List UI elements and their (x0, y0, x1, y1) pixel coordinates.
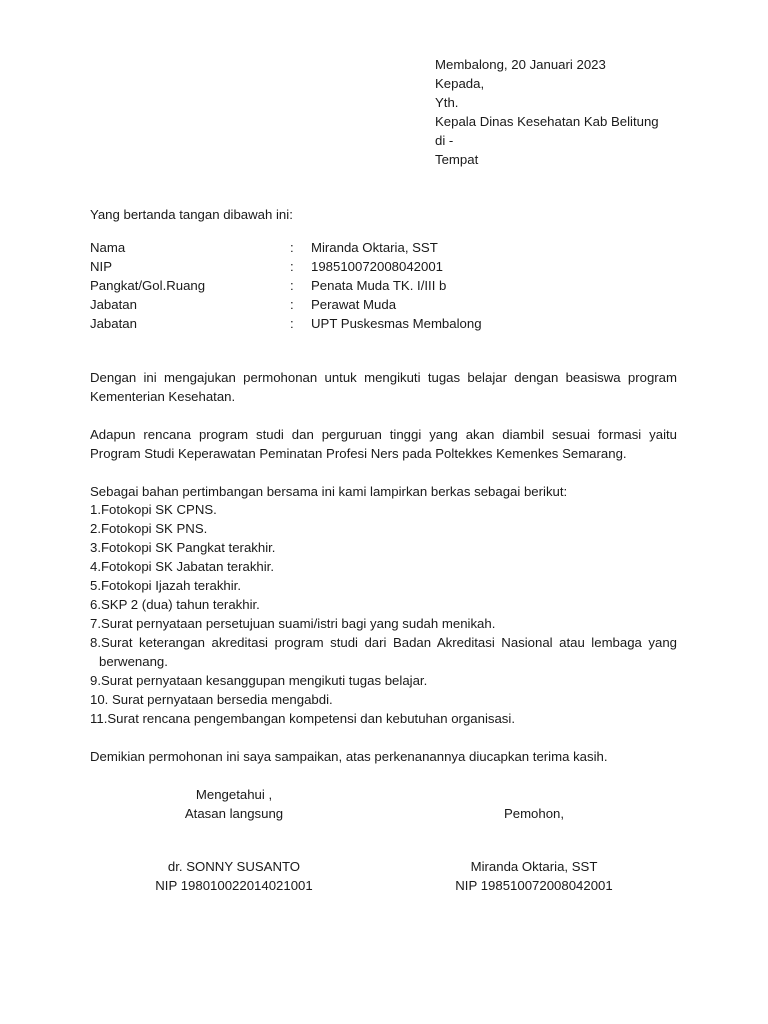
supervisor-label: Atasan langsung (184, 806, 284, 821)
closing-paragraph: Demikian permohonan ini saya sampaikan, atas perkenanannya diucapkan terima kasih. (90, 749, 608, 764)
intro-text: Yang bertanda tangan dibawah ini: (90, 207, 293, 222)
request-paragraph: Dengan ini mengajukan permohonan untuk mengikuti tugas belajar dengan beasiswa program Kementerian Kesehatan. (90, 370, 677, 404)
attachment-list (90, 500, 677, 728)
identity-colon: : (290, 316, 294, 331)
identity-colon: : (290, 240, 294, 255)
identity-label: Jabatan (90, 297, 137, 312)
identity-label: Pangkat/Gol.Ruang (90, 278, 206, 293)
identity-colon: : (290, 259, 294, 274)
list-item: 6.SKP 2 (dua) tahun terakhir. (90, 597, 260, 612)
list-item: 8.Surat keterangan akreditasi program studi dari Badan Akreditasi Nasional atau lembaga yang (90, 635, 677, 650)
identity-value: Miranda Oktaria, SST (311, 240, 438, 255)
list-item: 11.Surat rencana pengembangan kompetensi dan kebutuhan organisasi. (90, 711, 515, 726)
list-item: 2.Fotokopi SK PNS. (90, 521, 208, 536)
identity-value: UPT Puskesmas Membalong (311, 316, 482, 331)
left-signatory (134, 857, 334, 895)
list-item: 4.Fotokopi SK Jabatan terakhir. (90, 559, 274, 574)
identity-label: Jabatan (90, 316, 137, 331)
identity-colon: : (290, 278, 294, 293)
pemohon-label: Pemohon, (503, 806, 565, 821)
identity-value: Perawat Muda (311, 297, 397, 312)
list-item-continuation: berwenang. (99, 654, 168, 669)
applicant-name: Miranda Oktaria, SST (470, 859, 598, 874)
mengetahui-label: Mengetahui , (195, 787, 273, 802)
list-item: 10. Surat pernyataan bersedia mengabdi. (90, 692, 333, 707)
list-item: 3.Fotokopi SK Pangkat terakhir. (90, 540, 276, 555)
attachments-intro: Sebagai bahan pertimbangan bersama ini kami lampirkan berkas sebagai berikut: (90, 484, 568, 499)
identity-label: Nama (90, 240, 126, 255)
place-date: Membalong, 20 Januari 2023 (435, 57, 606, 72)
supervisor-nip: NIP 198010022014021001 (155, 878, 313, 893)
list-item: 9.Surat pernyataan kesanggupan mengikuti tugas belajar. (90, 673, 428, 688)
applicant-nip: NIP 198510072008042001 (455, 878, 613, 893)
recipient-address-block (435, 55, 659, 169)
di-label: di - (435, 133, 454, 148)
list-item: 1.Fotokopi SK CPNS. (90, 502, 217, 517)
identity-value: 198510072008042001 (311, 259, 444, 274)
identity-label: NIP (90, 259, 112, 274)
identity-value: Penata Muda TK. I/III b (311, 278, 447, 293)
tempat-label: Tempat (435, 152, 479, 167)
right-signatory (434, 857, 634, 895)
study-plan-paragraph: Adapun rencana program studi dan perguruan tinggi yang akan diambil sesuai formasi yaitu Program Studi Keperawatan Peminatan Profesi Ners pada Poltekkes Kemenkes Semarang. (90, 427, 677, 461)
identity-colon: : (290, 297, 294, 312)
list-item: 5.Fotokopi Ijazah terakhir. (90, 578, 242, 593)
yth-label: Yth. (435, 95, 459, 110)
recipient-name: Kepala Dinas Kesehatan Kab Belitung (435, 114, 659, 129)
to-label: Kepada, (435, 76, 485, 91)
left-signature-heading (134, 785, 334, 823)
right-signature-heading (434, 804, 634, 823)
list-item: 7.Surat pernyataan persetujuan suami/istri bagi yang sudah menikah. (90, 616, 496, 631)
supervisor-name: dr. SONNY SUSANTO (167, 859, 301, 874)
